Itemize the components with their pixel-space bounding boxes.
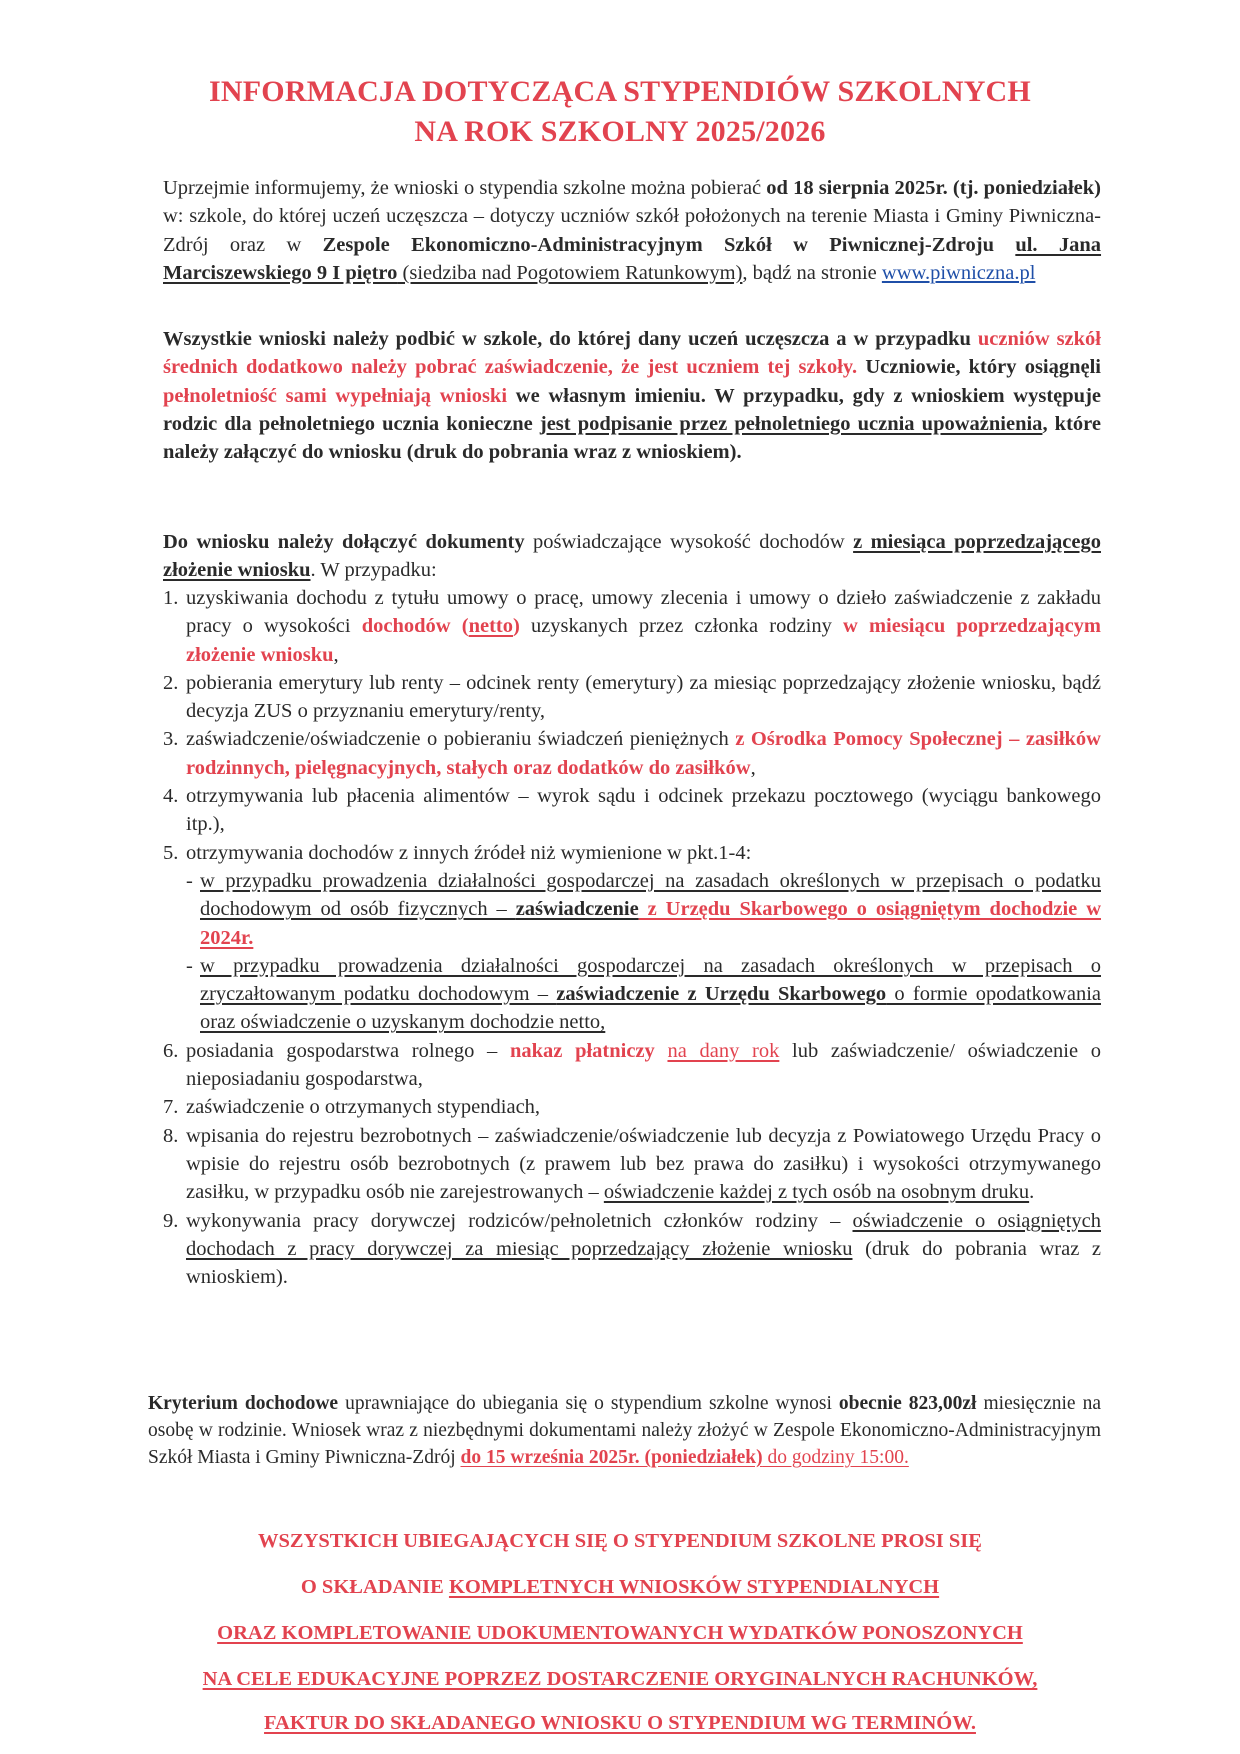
adult-highlight: pełnoletniość sami wypełniają wnioski bbox=[163, 384, 508, 407]
item-highlight: na dany rok bbox=[667, 1039, 780, 1062]
item-text: zaświadczenie o otrzymanych stypendiach, bbox=[186, 1096, 541, 1119]
notice-line-3: ORAZ KOMPLETOWANIE UDOKUMENTOWANYCH WYDATKÓW PONOSZONYCH bbox=[217, 1622, 1023, 1644]
item-number: 2. bbox=[163, 671, 179, 694]
item-text: otrzymywania dochodów z innych źródeł niż wymienione w pkt.1-4: bbox=[186, 841, 752, 864]
authorization-note: jest podpisanie przez pełnoletniego ucznia upoważnienia bbox=[539, 412, 1043, 435]
website-link[interactable]: www.piwniczna.pl bbox=[881, 261, 1036, 284]
list-item bbox=[163, 1093, 1101, 1121]
item-highlight: w miesiącu poprzedzającym złożenie wniosku bbox=[186, 615, 1101, 666]
criterion-text: uprawniające do ubiegania się o stypendium szkolne wynosi bbox=[338, 1393, 839, 1414]
sub-item-highlight: zaświadczenie z Urzędu Skarbowego bbox=[556, 983, 887, 1006]
intro-paragraph bbox=[163, 174, 1101, 287]
dash: - bbox=[186, 954, 193, 977]
stamp-text-2: Uczniowie, który osiągnęli bbox=[857, 356, 1102, 379]
documents-paragraph bbox=[163, 528, 1101, 585]
sub-item-highlight: z Urzędu Skarbowego o osiągniętym dochodzie w 2024r. bbox=[200, 898, 1101, 949]
address-note: (siedziba nad Pogotowiem Ratunkowym) bbox=[397, 261, 743, 284]
item-text: posiadania gospodarstwa rolnego – bbox=[186, 1039, 510, 1062]
item-text: otrzymywania lub płacenia alimentów – wyrok sądu i odcinek przekazu pocztowego (wyciągu bankowego itp.), bbox=[186, 785, 1101, 836]
item-highlight: dochodów ( bbox=[361, 615, 469, 638]
item-text: zaświadczenie/oświadczenie o pobieraniu świadczeń pieniężnych bbox=[186, 728, 736, 751]
list-item bbox=[163, 839, 1101, 1037]
deadline-date: do 15 września 2025r. (poniedziałek) bbox=[460, 1447, 763, 1468]
required-documents-list bbox=[163, 584, 1101, 1291]
documents-period: z miesiąca poprzedzającego złożenie wniosku bbox=[163, 531, 1101, 582]
item-number: 8. bbox=[163, 1124, 179, 1147]
item-text: , bbox=[333, 643, 339, 666]
notice-line-5: FAKTUR DO SKŁADANEGO WNIOSKU O STYPENDIUM WG TERMINÓW. bbox=[264, 1712, 976, 1734]
item-text: lub zaświadczenie/ oświadczenie o nieposiadaniu gospodarstwa, bbox=[186, 1039, 1101, 1091]
sub-item-text: w przypadku prowadzenia działalności gospodarczej na zasadach określonych w przepisach o zryczałtowanym podatku dochodowym – bbox=[200, 954, 1101, 1006]
item-highlight: netto bbox=[468, 615, 513, 638]
list-item bbox=[163, 782, 1101, 839]
notice-text: O SKŁADANIE bbox=[300, 1576, 449, 1598]
item-number: 5. bbox=[163, 841, 179, 864]
intro-text-2: w: szkole, do której uczeń uczęszcza – dotyczy uczniów szkół położonych na terenie Miasta i Gminy Piwniczna-Zdrój oraz w bbox=[163, 205, 1101, 256]
item-underlined: oświadczenie o osiągniętych dochodach z pracy dorywczej za miesiąc poprzedzający złożenie wniosku bbox=[186, 1209, 1101, 1260]
item-highlight: ) bbox=[512, 615, 520, 638]
list-item bbox=[163, 1122, 1101, 1207]
notice-line-4: NA CELE EDUKACYJNE POPRZEZ DOSTARCZENIE ORYGINALNYCH RACHUNKÓW, bbox=[202, 1668, 1038, 1690]
sub-item-text: o formie opodatkowania oraz oświadczenie o uzyskanym dochodzie netto, bbox=[200, 983, 1101, 1034]
notice-line-2 bbox=[0, 1576, 1240, 1599]
item-highlight: z Ośrodka Pomocy Społecznej – zasiłków rodzinnych, pielęgnacyjnych, stałych oraz dodatków do zasiłków bbox=[186, 728, 1101, 779]
start-date: od 18 sierpnia 2025r. (tj. poniedziałek) bbox=[766, 177, 1101, 199]
notice-line-1: WSZYSTKICH UBIEGAJĄCYCH SIĘ O STYPENDIUM SZKOLNE PROSI SIĘ bbox=[258, 1530, 982, 1552]
item-text: wpisania do rejestru bezrobotnych – zaświadczenie/oświadczenie lub decyzja z Powiatowego Urzędu Pracy o wpisie do rejestru osób bezrobotnych (z prawem lub bez prawa do zasiłku) i wysokości otrzymywanego zasiłku, w przypadku osób nie zarejestrowanych – bbox=[186, 1124, 1101, 1204]
school-name: Zespole Ekonomiczno-Administracyjnym Szkół w Piwnicznej-Zdroju bbox=[322, 233, 994, 256]
sub-item-text: w przypadku prowadzenia działalności gospodarczej na zasadach określonych w przepisach o podatku dochodowym od osób fizycznych – bbox=[200, 869, 1101, 921]
stamp-paragraph bbox=[163, 325, 1101, 466]
item-number: 9. bbox=[163, 1209, 179, 1232]
item-text: . bbox=[1029, 1181, 1035, 1204]
page-title-line-2: NA ROK SZKOLNY 2025/2026 bbox=[414, 115, 826, 148]
sub-item bbox=[186, 952, 1101, 1037]
list-item bbox=[163, 1207, 1101, 1292]
item-highlight: nakaz płatniczy bbox=[509, 1039, 655, 1062]
documents-text-2: . W przypadku: bbox=[310, 559, 437, 582]
intro-text: Uprzejmie informujemy, że wnioski o stypendia szkolne można pobierać bbox=[163, 177, 767, 199]
item-text: wykonywania pracy dorywczej rodziców/pełnoletnich członków rodziny – bbox=[186, 1209, 853, 1232]
documents-text: poświadczające wysokość dochodów bbox=[524, 531, 854, 553]
item-text: pobierania emerytury lub renty – odcinek renty (emerytury) za miesiąc poprzedzający złożenie wniosku, bądź decyzja ZUS o przyznaniu emerytury/renty, bbox=[186, 671, 1101, 723]
criterion-amount: obecnie 823,00zł bbox=[838, 1393, 977, 1414]
criterion-text-2: miesięcznie na osobę w rodzinie. Wniosek wraz z niezbędnymi dokumentami należy złożyć w Zespole Ekonomiczno-Administracyjnym Szkół Miasta i Gminy Piwniczna-Zdrój bbox=[148, 1393, 1101, 1468]
income-criterion-paragraph bbox=[148, 1390, 1101, 1471]
item-text: (druk do pobrania wraz z wnioskiem). bbox=[186, 1237, 1101, 1289]
stamp-text-3: we własnym imieniu. W przypadku, gdy z wnioskiem występuje rodzic dla pełnoletniego ucznia konieczne bbox=[163, 384, 1101, 435]
documents-lead: Do wniosku należy dołączyć dokumenty bbox=[163, 531, 525, 553]
item-text: uzyskiwania dochodu z tytułu umowy o pracę, umowy zlecenia i umowy o dzieło zaświadczenie z zakładu pracy o wysokości bbox=[186, 587, 1101, 638]
criterion-label: Kryterium dochodowe bbox=[148, 1393, 339, 1414]
item-underlined: oświadczenie każdej z tych osób na osobnym druku bbox=[603, 1181, 1030, 1204]
sub-item-highlight: zaświadczenie bbox=[515, 898, 639, 921]
list-item bbox=[163, 669, 1101, 726]
item-number: 7. bbox=[163, 1096, 179, 1119]
stamp-text-4: , które należy załączyć do wniosku (druk do pobrania wraz z wnioskiem). bbox=[163, 412, 1101, 464]
list-item bbox=[163, 584, 1101, 669]
list-item bbox=[163, 725, 1101, 782]
sub-item bbox=[186, 867, 1101, 952]
space bbox=[994, 234, 1015, 256]
space bbox=[655, 1040, 668, 1062]
intro-text-3: , bądź na stronie bbox=[742, 261, 882, 284]
item-number: 4. bbox=[163, 785, 179, 808]
address: ul. Jana Marciszewskiego 9 I piętro bbox=[163, 233, 1102, 284]
stamp-highlight: uczniów szkół średnich dodatkowo należy pobrać zaświadczenie, że jest uczniem tej szkoły. bbox=[163, 328, 1101, 379]
list-item bbox=[163, 1037, 1101, 1094]
item-text: uzyskanych przez członka rodziny bbox=[519, 615, 844, 638]
page-title-line-1: INFORMACJA DOTYCZĄCA STYPENDIÓW SZKOLNYCH bbox=[209, 75, 1031, 108]
deadline-time: do godziny 15:00. bbox=[762, 1447, 909, 1468]
item-number: 6. bbox=[163, 1039, 179, 1062]
notice-underlined: KOMPLETNYCH WNIOSKÓW STYPENDIALNYCH bbox=[448, 1576, 940, 1598]
item-text: , bbox=[750, 756, 756, 779]
item-number: 1. bbox=[163, 587, 179, 609]
stamp-text: Wszystkie wnioski należy podbić w szkole, do której dany uczeń uczęszcza a w przypadku bbox=[163, 328, 978, 350]
dash: - bbox=[186, 869, 193, 892]
item-number: 3. bbox=[163, 728, 179, 751]
